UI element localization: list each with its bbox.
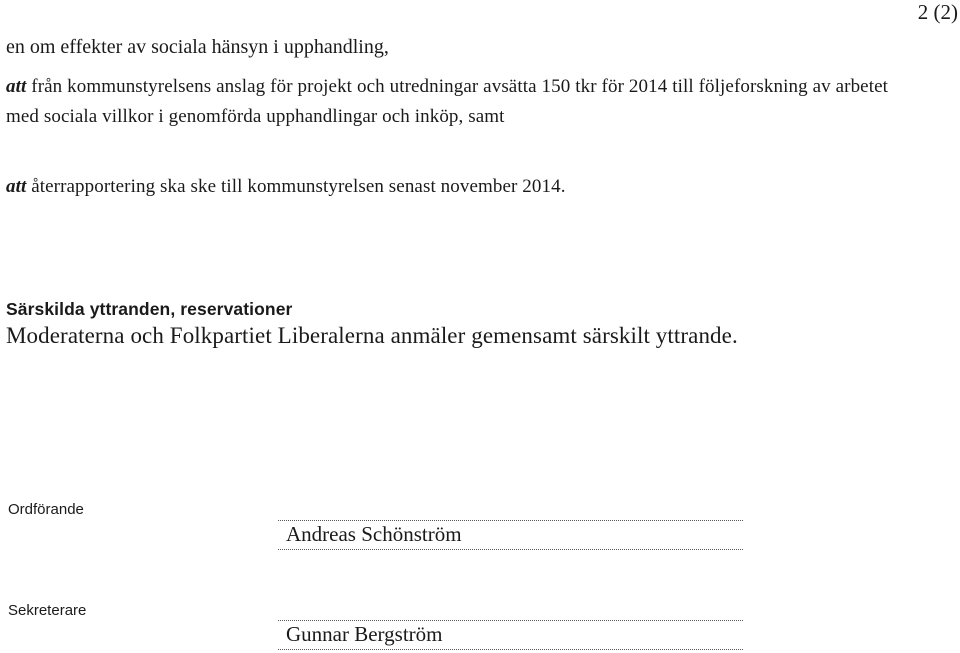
section-text: Moderaterna och Folkpartiet Liberalerna anmäler gemensamt särskilt yttrande. [6,323,738,348]
section-heading: Särskilda yttranden, reservationer [6,299,293,319]
decision-keyword: att [6,76,27,97]
signature-underline [278,649,743,650]
intro-text: en om effekter av sociala hänsyn i upphandling, [6,36,389,58]
signature-line [278,520,743,521]
signature-name-chair: Andreas Schönström [286,522,462,546]
decision-text: återrapportering ska ske till kommunstyrelsen senast november 2014. [26,176,566,197]
signature-role-chair: Ordförande [8,501,84,518]
page-number: 2 (2) [917,0,958,24]
decision-item-reporting [6,172,906,202]
signature-line [278,620,743,621]
signature-underline [278,549,743,550]
decision-text: från kommunstyrelsens anslag för projekt och utredningar avsätta 150 tkr för 2014 till följeforskning av arbetet med sociala villkor i genomförda upphandlingar och inköp, samt [6,76,888,127]
signature-role-secretary: Sekreterare [8,602,87,619]
decision-keyword: att [6,176,27,197]
signature-name-secretary: Gunnar Bergström [286,622,443,646]
decision-item-funding [6,72,888,132]
